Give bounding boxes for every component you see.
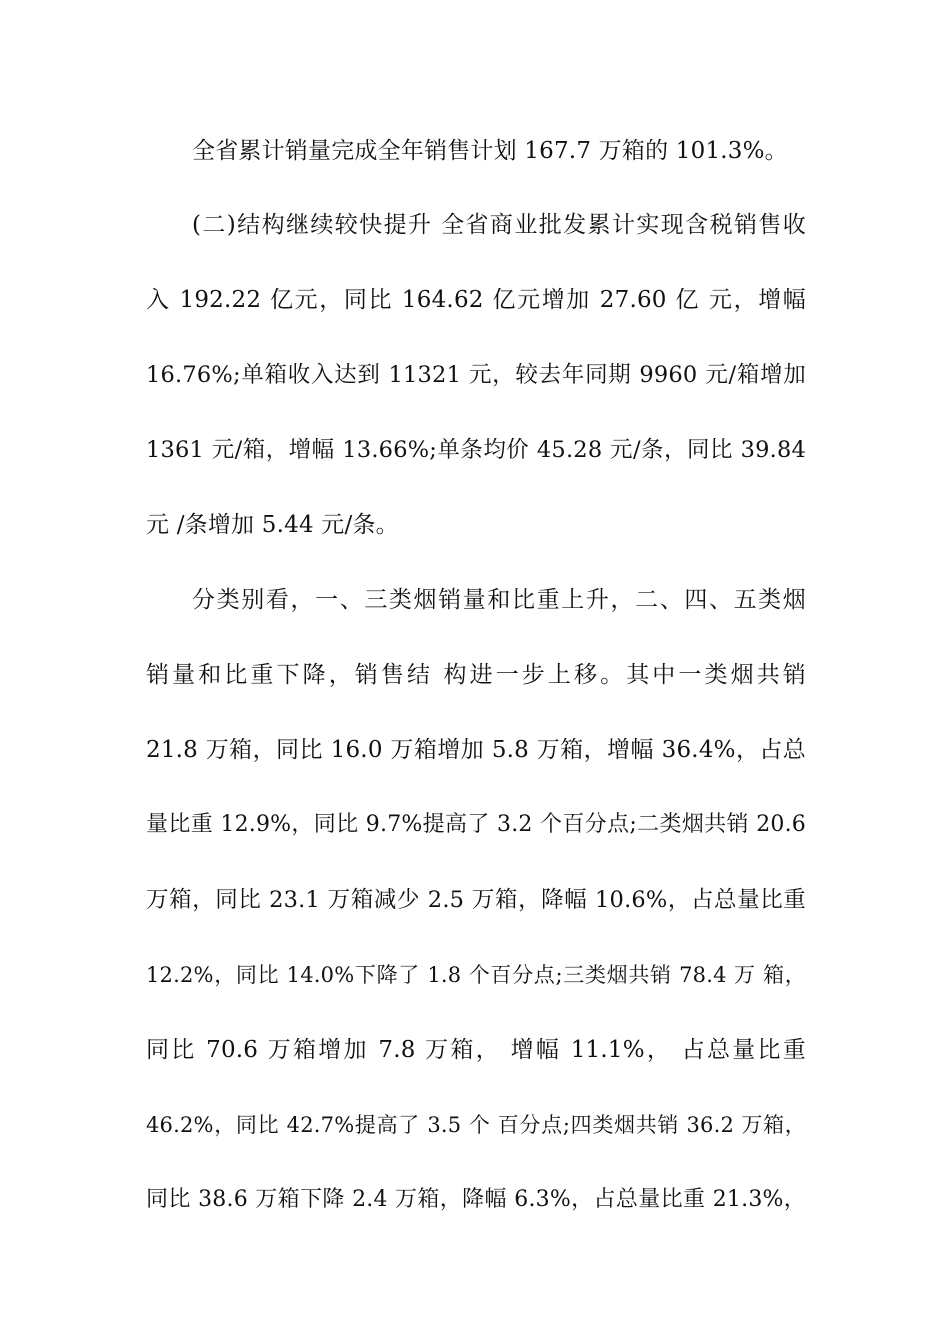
text-line-5: 1361 元/箱，增幅 13.66%;单条均价 45.28 元/条，同比 39.84 [146,437,806,463]
text-line-14: 46.2%，同比 42.7%提高了 3.5 个 百分点;四类烟共销 36.2 万箱， [146,1113,806,1137]
text-line-12: 12.2%，同比 14.0%下降了 1.8 个百分点;三类烟共销 78.4 万 箱， [146,963,806,987]
text-line-10: 量比重 12.9%，同比 9.7%提高了 3.2 个百分点;二类烟共销 20.6 [146,812,806,837]
text-line-7: 分类别看，一、三类烟销量和比重上升，二、四、五类烟 [192,587,806,613]
text-line-8: 销量和比重下降，销售结 构进一步上移。其中一类烟共销 [146,662,806,688]
text-line-13: 同比 70.6 万箱增加 7.8 万箱， 增幅 11.1%， 占总量比重 [146,1037,806,1063]
text-line-15: 同比 38.6 万箱下降 2.4 万箱，降幅 6.3%，占总量比重 21.3%， [146,1187,806,1212]
text-line-9: 21.8 万箱，同比 16.0 万箱增加 5.8 万箱，增幅 36.4%，占总 [146,737,806,763]
text-line-3: 入 192.22 亿元，同比 164.62 亿元增加 27.60 亿 元，增幅 [146,287,806,313]
text-line-6: 元 /条增加 5.44 元/条。 [146,512,399,538]
text-line-11: 万箱，同比 23.1 万箱减少 2.5 万箱，降幅 10.6%，占总量比重 [146,887,806,913]
text-line-2: (二)结构继续较快提升 全省商业批发累计实现含税销售收 [192,212,806,238]
text-line-4: 16.76%;单箱收入达到 11321 元，较去年同期 9960 元/箱增加 [146,362,806,388]
text-line-1: 全省累计销量完成全年销售计划 167.7 万箱的 101.3%。 [192,138,788,164]
